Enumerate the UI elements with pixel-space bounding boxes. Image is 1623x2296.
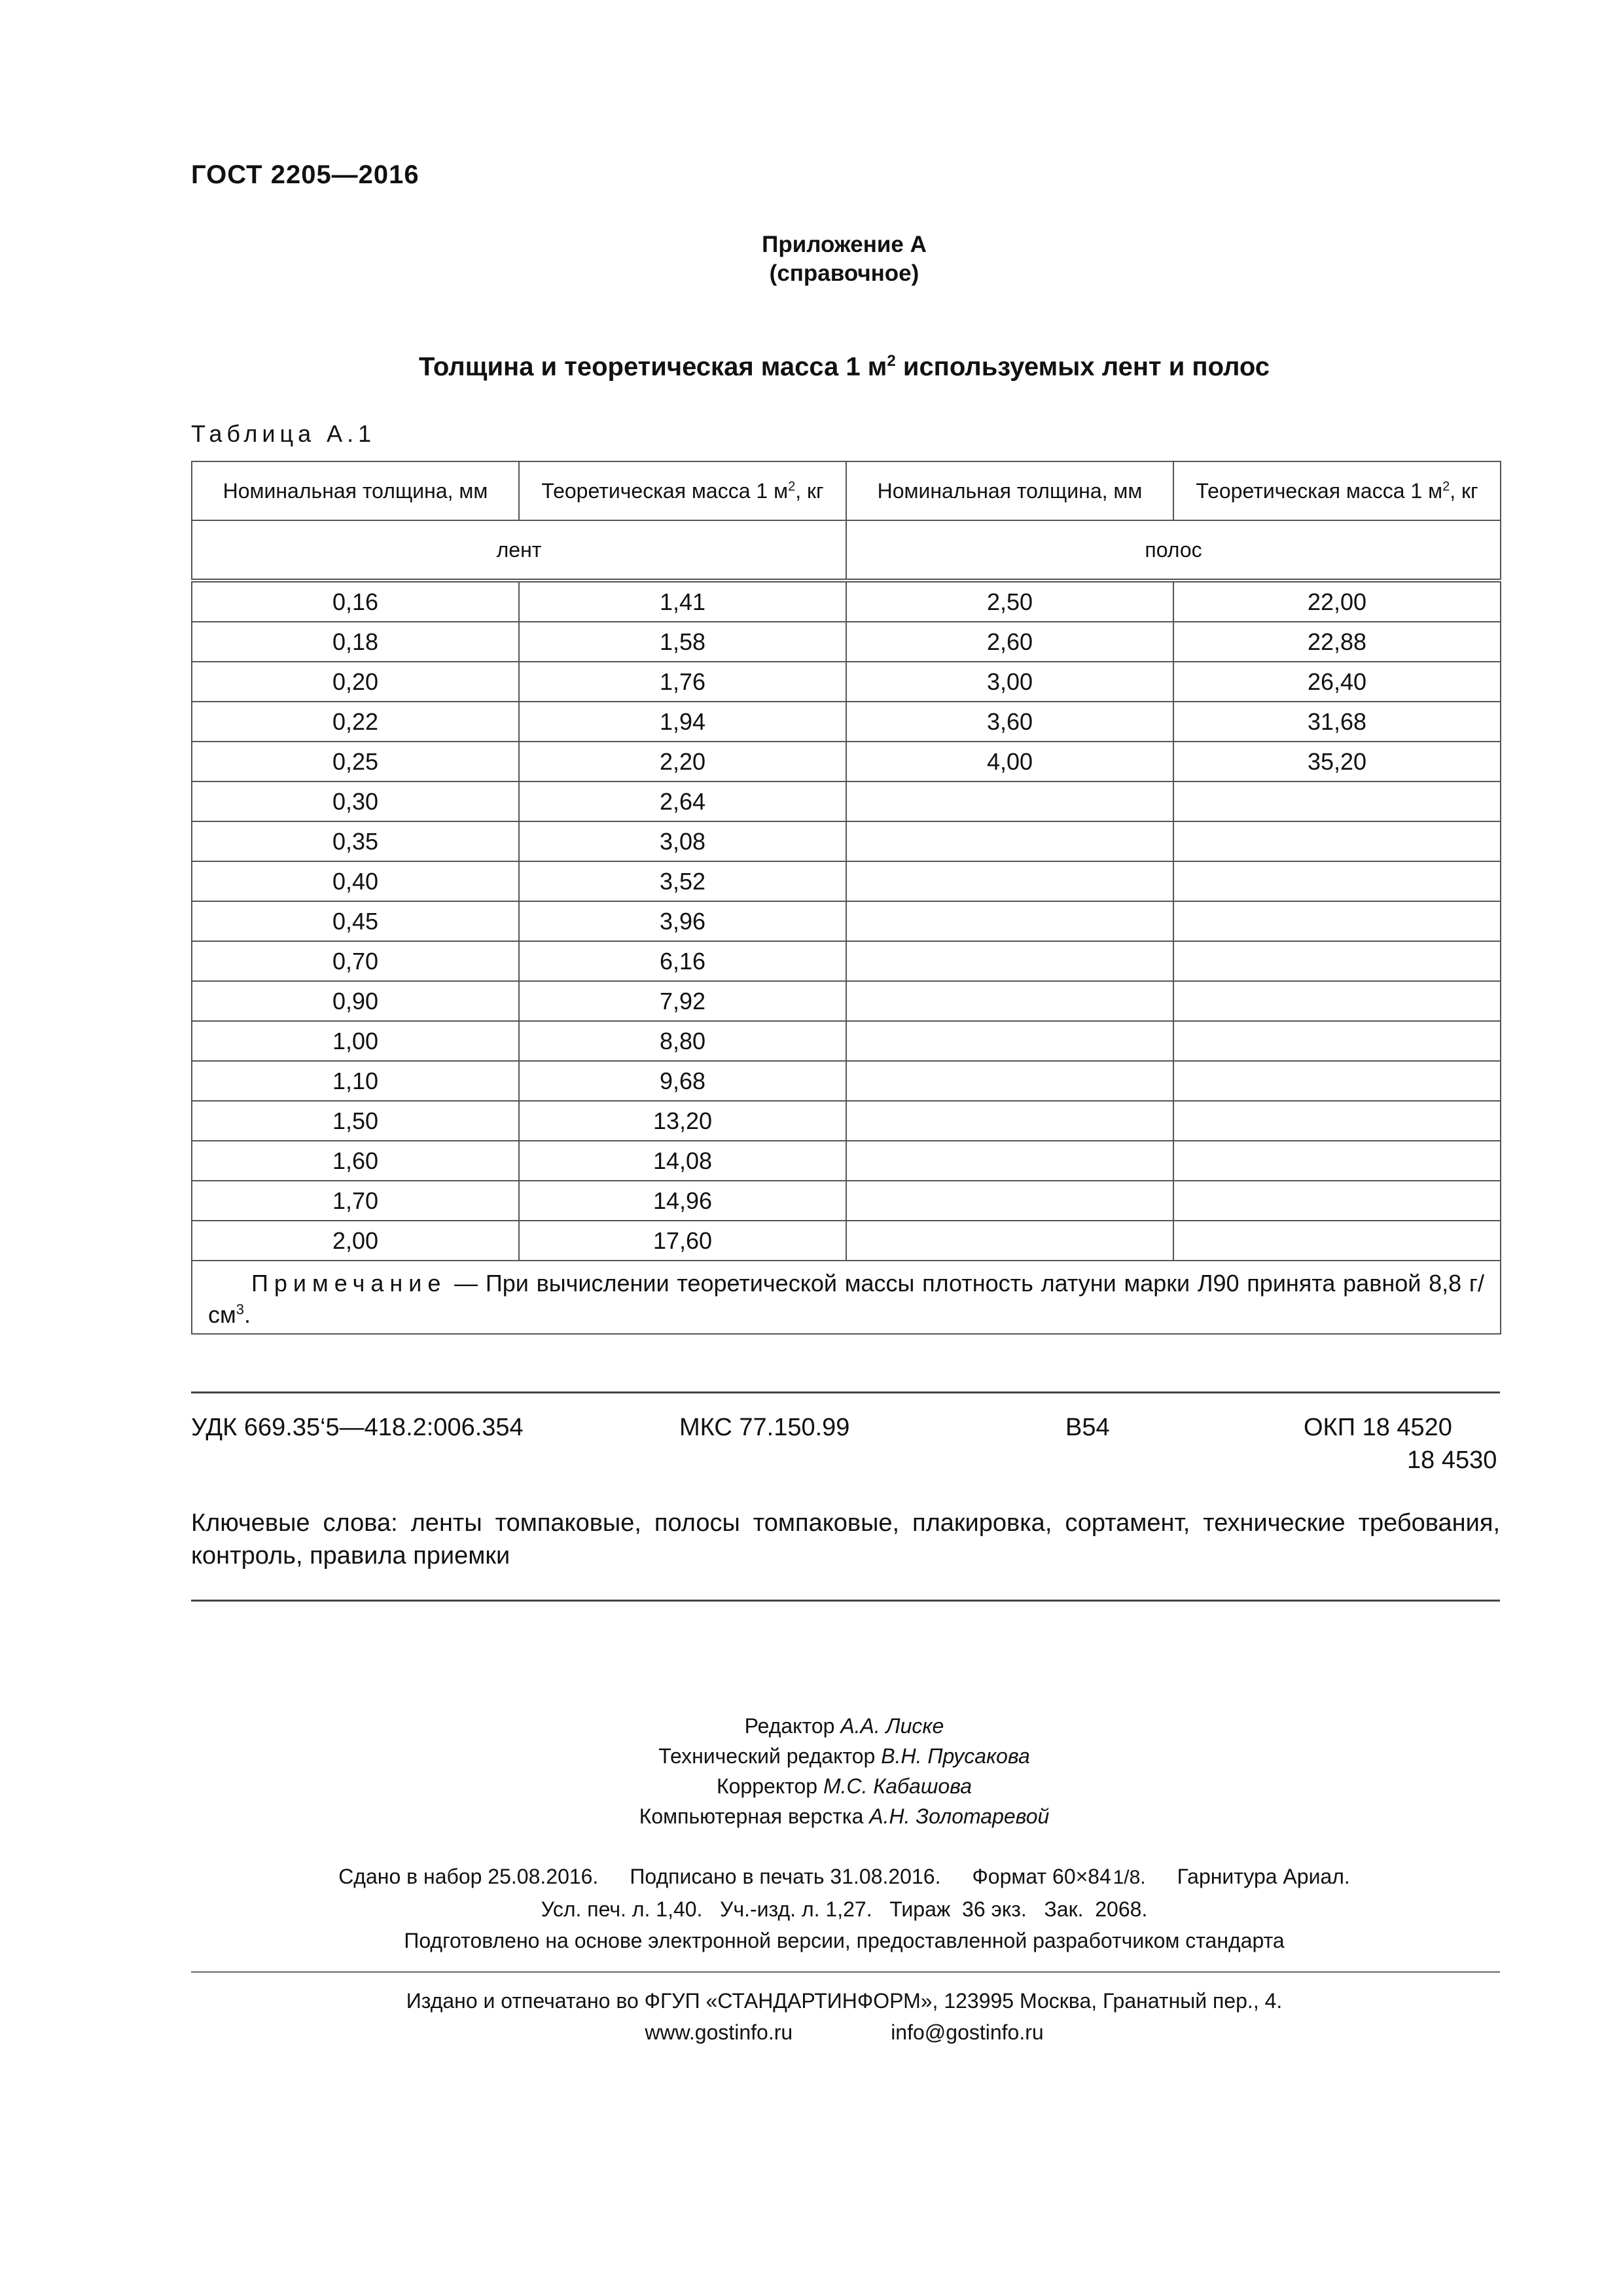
table-cell: 1,41 xyxy=(519,581,846,622)
table-cell xyxy=(1173,1101,1501,1141)
table-cell xyxy=(846,1221,1173,1261)
table-group-row xyxy=(192,520,1501,581)
table-cell: 26,40 xyxy=(1173,662,1501,702)
imprint-line-3: Подготовлено на основе электронной версии, предоставленной разработчиком стандарта xyxy=(404,1929,1285,1952)
table-cell: 1,10 xyxy=(192,1061,519,1101)
credit-line xyxy=(0,1711,1623,1741)
table-cell xyxy=(1173,1221,1501,1261)
credits xyxy=(0,1711,1623,1831)
data-table-container xyxy=(191,461,1500,1335)
table-row xyxy=(192,1061,1501,1101)
table-cell: 14,96 xyxy=(519,1181,846,1221)
table-cell: 1,50 xyxy=(192,1101,519,1141)
group-code: В54 xyxy=(1065,1414,1110,1441)
table-note-text: — При вычислении теоретической массы плотность латуни марки Л90 принята равной 8,8 г/см xyxy=(208,1270,1484,1328)
imprint-typeface: Гарнитура Ариал. xyxy=(1177,1865,1350,1888)
table-cell xyxy=(846,861,1173,901)
publisher-contacts xyxy=(0,2017,1623,2048)
table-cell: 0,30 xyxy=(192,781,519,821)
table-row xyxy=(192,1101,1501,1141)
table-cell: 0,25 xyxy=(192,742,519,781)
column-header xyxy=(846,461,1173,520)
table-cell xyxy=(846,781,1173,821)
okp-code-1: ОКП 18 4520 xyxy=(1304,1414,1452,1441)
group-strips: лент xyxy=(192,520,846,581)
table-cell: 2,60 xyxy=(846,622,1173,662)
imprint xyxy=(0,1861,1623,1956)
table-note xyxy=(192,1261,1501,1334)
table-row xyxy=(192,1181,1501,1221)
table-note-end: . xyxy=(244,1301,251,1328)
table-cell xyxy=(1173,781,1501,821)
table-cell xyxy=(846,1101,1173,1141)
credit-role: Корректор xyxy=(716,1774,823,1798)
table-row xyxy=(192,781,1501,821)
table-cell xyxy=(846,1181,1173,1221)
column-header-unit: , кг xyxy=(795,478,824,503)
table-row xyxy=(192,1021,1501,1061)
column-header-text: Номинальная толщина, мм xyxy=(223,478,488,503)
table-note-sup: 3 xyxy=(236,1301,244,1318)
table-row xyxy=(192,1221,1501,1261)
table-cell: 2,20 xyxy=(519,742,846,781)
table-cell xyxy=(1173,901,1501,941)
table-cell: 1,60 xyxy=(192,1141,519,1181)
table-cell xyxy=(1173,1061,1501,1101)
table-cell: 0,90 xyxy=(192,981,519,1021)
table-cell: 0,22 xyxy=(192,702,519,742)
table-cell: 9,68 xyxy=(519,1061,846,1101)
table-row xyxy=(192,821,1501,861)
table-caption-number: А.1 xyxy=(315,420,376,447)
column-header-unit: , кг xyxy=(1450,478,1478,503)
column-header-sup: 2 xyxy=(788,478,796,493)
table-cell: 2,64 xyxy=(519,781,846,821)
table-header-row xyxy=(192,461,1501,520)
table-cell: 3,96 xyxy=(519,901,846,941)
credit-name: А.А. Лиске xyxy=(840,1714,944,1738)
table-cell: 13,20 xyxy=(519,1101,846,1141)
annex-title-text: Толщина и теоретическая масса 1 м xyxy=(418,352,887,382)
table-cell: 0,35 xyxy=(192,821,519,861)
table-note-row xyxy=(192,1261,1501,1334)
column-header xyxy=(192,461,519,520)
table-cell: 1,76 xyxy=(519,662,846,702)
annex-title xyxy=(0,352,1623,382)
publisher-site-link[interactable]: www.gostinfo.ru xyxy=(645,2020,793,2044)
table-cell: 3,60 xyxy=(846,702,1173,742)
table-row xyxy=(192,901,1501,941)
column-header-text: Теоретическая масса 1 м xyxy=(1196,478,1443,503)
okp-code-2: 18 4530 xyxy=(1407,1446,1497,1474)
table-body xyxy=(192,581,1501,1261)
imprint-line-2: Усл. печ. л. 1,40. Уч.-изд. л. 1,27. Тираж 36 экз. Зак. 2068. xyxy=(541,1897,1148,1921)
credit-name: А.Н. Золотаревой xyxy=(869,1804,1050,1828)
table-cell: 2,50 xyxy=(846,581,1173,622)
credit-line xyxy=(0,1741,1623,1771)
annex-title-text-end: используемых лент и полос xyxy=(895,352,1270,382)
table-cell: 1,00 xyxy=(192,1021,519,1061)
imprint-format-fraction: 1/8. xyxy=(1113,1867,1146,1888)
imprint-signed: Подписано в печать 31.08.2016. xyxy=(630,1865,941,1888)
table-cell xyxy=(1173,821,1501,861)
table-cell: 22,00 xyxy=(1173,581,1501,622)
table-cell: 14,08 xyxy=(519,1141,846,1181)
divider-top xyxy=(191,1391,1500,1393)
annex-kind: (справочное) xyxy=(769,260,919,286)
annex-title-sup: 2 xyxy=(887,352,896,370)
mks-code: МКС 77.150.99 xyxy=(679,1414,850,1441)
credit-name: М.С. Кабашова xyxy=(823,1774,972,1798)
document-header: ГОСТ 2205—2016 xyxy=(191,160,419,189)
table-row xyxy=(192,941,1501,981)
column-header xyxy=(1173,461,1501,520)
table-cell xyxy=(846,1141,1173,1181)
table-cell: 0,45 xyxy=(192,901,519,941)
table-caption-label: Таблица xyxy=(191,420,316,447)
publisher xyxy=(0,1985,1623,2048)
imprint-line-1 xyxy=(0,1861,1623,1893)
credit-name: В.Н. Прусакова xyxy=(881,1744,1030,1768)
table-cell: 0,18 xyxy=(192,622,519,662)
table-cell: 1,94 xyxy=(519,702,846,742)
table-cell: 3,00 xyxy=(846,662,1173,702)
imprint-format: Формат 60×84 xyxy=(972,1865,1111,1888)
table-cell xyxy=(1173,1181,1501,1221)
credit-role: Технический редактор xyxy=(658,1744,882,1768)
credit-role: Компьютерная верстка xyxy=(639,1804,870,1828)
table-cell xyxy=(846,981,1173,1021)
table-cell xyxy=(1173,1021,1501,1061)
table-cell xyxy=(846,1021,1173,1061)
imprint-sent: Сдано в набор 25.08.2016. xyxy=(338,1865,599,1888)
table-cell: 0,20 xyxy=(192,662,519,702)
table-cell: 0,70 xyxy=(192,941,519,981)
table-cell: 3,08 xyxy=(519,821,846,861)
publisher-email-link[interactable]: info@gostinfo.ru xyxy=(891,2020,1044,2044)
table-cell: 22,88 xyxy=(1173,622,1501,662)
table-cell: 7,92 xyxy=(519,981,846,1021)
table-cell xyxy=(1173,1141,1501,1181)
publisher-address: Издано и отпечатано во ФГУП «СТАНДАРТИНФОРМ», 123995 Москва, Гранатный пер., 4. xyxy=(406,1989,1283,2013)
table-cell: 17,60 xyxy=(519,1221,846,1261)
credit-line xyxy=(0,1801,1623,1831)
table-cell: 35,20 xyxy=(1173,742,1501,781)
table-cell: 0,16 xyxy=(192,581,519,622)
table-cell xyxy=(846,1061,1173,1101)
table-caption xyxy=(191,420,376,448)
table-row xyxy=(192,702,1501,742)
column-header xyxy=(519,461,846,520)
column-header-text: Номинальная толщина, мм xyxy=(877,478,1143,503)
table-cell: 4,00 xyxy=(846,742,1173,781)
table-cell xyxy=(846,821,1173,861)
table-cell xyxy=(846,901,1173,941)
table-row xyxy=(192,742,1501,781)
table-cell xyxy=(1173,981,1501,1021)
table-row xyxy=(192,581,1501,622)
table-row xyxy=(192,662,1501,702)
column-header-sup: 2 xyxy=(1442,478,1450,493)
table-row xyxy=(192,622,1501,662)
table-cell: 1,70 xyxy=(192,1181,519,1221)
table-cell: 31,68 xyxy=(1173,702,1501,742)
credit-role: Редактор xyxy=(744,1714,841,1738)
group-bands: полос xyxy=(846,520,1501,581)
table-row xyxy=(192,1141,1501,1181)
table-cell xyxy=(846,941,1173,981)
table-note-label: Примечание xyxy=(251,1270,447,1297)
udk-code: УДК 669.35‘5—418.2:006.354 xyxy=(191,1414,524,1441)
keywords: Ключевые слова: ленты томпаковые, полосы томпаковые, плакировка, сортамент, технические требования, контроль, правила приемки xyxy=(191,1509,1500,1570)
divider-keywords xyxy=(191,1600,1500,1602)
table-cell: 3,52 xyxy=(519,861,846,901)
table-cell xyxy=(1173,941,1501,981)
table-cell: 6,16 xyxy=(519,941,846,981)
table-cell: 0,40 xyxy=(192,861,519,901)
table-cell: 2,00 xyxy=(192,1221,519,1261)
annex-label: Приложение А xyxy=(762,232,927,257)
thickness-mass-table xyxy=(191,461,1501,1335)
column-header-text: Теоретическая масса 1 м xyxy=(541,478,789,503)
table-row xyxy=(192,981,1501,1021)
table-cell: 1,58 xyxy=(519,622,846,662)
credit-line xyxy=(0,1771,1623,1801)
annex-heading xyxy=(0,230,1623,288)
table-cell: 8,80 xyxy=(519,1021,846,1061)
divider-publisher xyxy=(191,1971,1500,1973)
table-cell xyxy=(1173,861,1501,901)
table-row xyxy=(192,861,1501,901)
